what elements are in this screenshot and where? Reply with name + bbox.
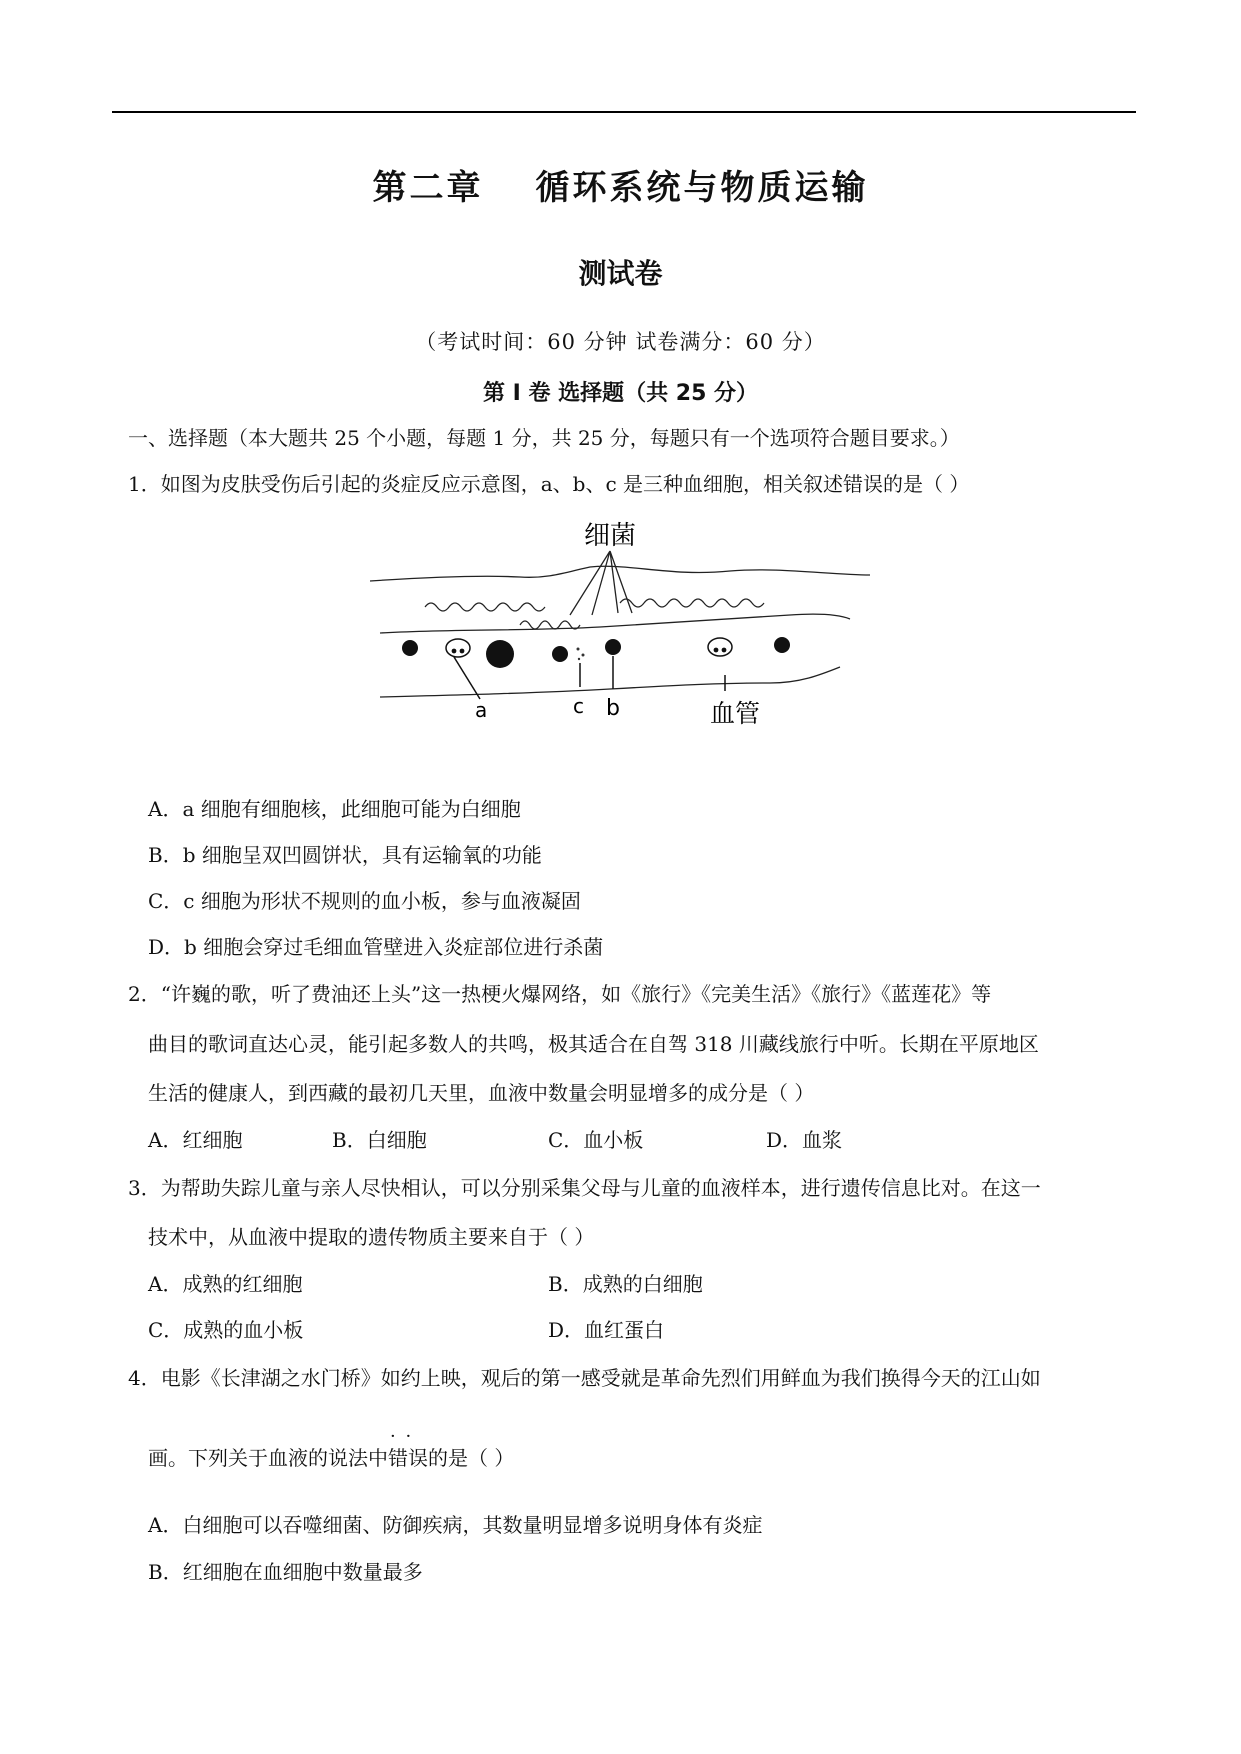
blood-cell <box>774 637 790 653</box>
label-vessel: 血管 <box>710 699 761 728</box>
label-a: a <box>475 698 488 722</box>
blood-cell-large <box>486 640 514 668</box>
question-2-option-d: D．血浆 <box>766 1128 843 1152</box>
question-2-stem-line-1: 2．“许巍的歌，听了费油还上头”这一热梗火爆网络，如《旅行》《完美生活》《旅行》《蓝莲花》等 <box>128 982 992 1006</box>
question-4-stem-line-2 <box>148 1442 514 1471</box>
pointer-a <box>454 657 480 699</box>
cell-a <box>446 639 470 657</box>
tissue-wave-left <box>425 603 545 611</box>
question-3-option-c: C．成熟的血小板 <box>148 1318 304 1342</box>
tissue-wave-right <box>620 599 764 607</box>
label-b: b <box>606 696 620 721</box>
white-cell-nucleus <box>714 648 719 653</box>
vessel-wall-top <box>380 614 850 633</box>
question-4-stem-text: 画。下列关于血液的说法中 <box>148 1446 388 1470</box>
blood-cell <box>552 646 568 662</box>
question-1-stem: 1．如图为皮肤受伤后引起的炎症反应示意图，a、b、c 是三种血细胞，相关叙述错误的是（ ） <box>128 472 970 496</box>
question-4-option-a: A．白细胞可以吞噬细菌、防御疾病，其数量明显增多说明身体有炎症 <box>148 1513 763 1537</box>
cell-a-nucleus <box>460 649 465 654</box>
chapter-number: 第二章 <box>372 168 484 208</box>
cell-c-fragment <box>578 658 580 660</box>
question-1-option-b: B．b 细胞呈双凹圆饼状，具有运输氧的功能 <box>148 843 542 867</box>
question-2-stem-line-2: 曲目的歌词直达心灵，能引起多数人的共鸣，极其适合在自驾 318 川藏线旅行中听。长期在平原地区 <box>148 1032 1039 1056</box>
cell-a-nucleus <box>452 649 457 654</box>
question-1-option-d: D．b 细胞会穿过毛细血管壁进入炎症部位进行杀菌 <box>148 935 604 959</box>
question-2-stem-line-3: 生活的健康人，到西藏的最初几天里，血液中数量会明显增多的成分是（ ） <box>148 1081 815 1105</box>
cell-b <box>605 639 621 655</box>
question-2-option-b: B．白细胞 <box>332 1128 427 1152</box>
blood-cell <box>402 640 418 656</box>
white-cell <box>708 638 732 656</box>
cell-c-fragment <box>582 654 585 657</box>
question-2-option-c: C．血小板 <box>548 1128 644 1152</box>
emphasis-word: · · 错误 <box>388 1446 428 1470</box>
cell-c-fragment <box>577 648 580 651</box>
white-cell-nucleus <box>722 648 727 653</box>
exam-info: （考试时间：60 分钟 试卷满分：60 分） <box>415 330 826 354</box>
question-4-stem-tail: 的是（ ） <box>428 1446 515 1470</box>
question-4-option-b: B．红细胞在血细胞中数量最多 <box>148 1560 423 1584</box>
question-2-option-a: A．红细胞 <box>148 1128 243 1152</box>
question-1-option-c: C．c 细胞为形状不规则的血小板，参与血液凝固 <box>148 889 581 913</box>
bacteria-pointer-lines <box>570 551 632 615</box>
question-4-stem-line-1: 4．电影《长津湖之水门桥》如约上映，观后的第一感受就是革命先烈们用鲜血为我们换得今天的江山如 <box>128 1366 1041 1390</box>
question-3-option-a: A．成熟的红细胞 <box>148 1272 303 1296</box>
vessel-wall-bottom <box>380 667 840 697</box>
label-bacteria: 细菌 <box>584 521 637 551</box>
question-3-stem-line-2: 技术中，从血液中提取的遗传物质主要来自于（ ） <box>148 1225 595 1249</box>
section-title: 第 I 卷 选择题（共 25 分） <box>482 381 759 406</box>
chapter-title <box>0 160 1241 209</box>
chapter-topic: 循环系统与物质运输 <box>535 168 869 208</box>
instructions: 一、选择题（本大题共 25 个小题，每题 1 分，共 25 分，每题只有一个选项符合题目要求。） <box>128 426 960 450</box>
question-3-option-b: B．成熟的白细胞 <box>548 1272 703 1296</box>
header-rule <box>112 111 1136 113</box>
test-subtitle: 测试卷 <box>578 257 663 290</box>
question-3-stem-line-1: 3．为帮助失踪儿童与亲人尽快相认，可以分别采集父母与儿童的血液样本，进行遗传信息比对。在这一 <box>128 1176 1041 1200</box>
label-c: c <box>573 694 584 718</box>
inflammation-diagram <box>370 515 870 735</box>
question-1-option-a: A．a 细胞有细胞核，此细胞可能为白细胞 <box>148 797 521 821</box>
question-3-option-d: D．血红蛋白 <box>548 1318 665 1342</box>
